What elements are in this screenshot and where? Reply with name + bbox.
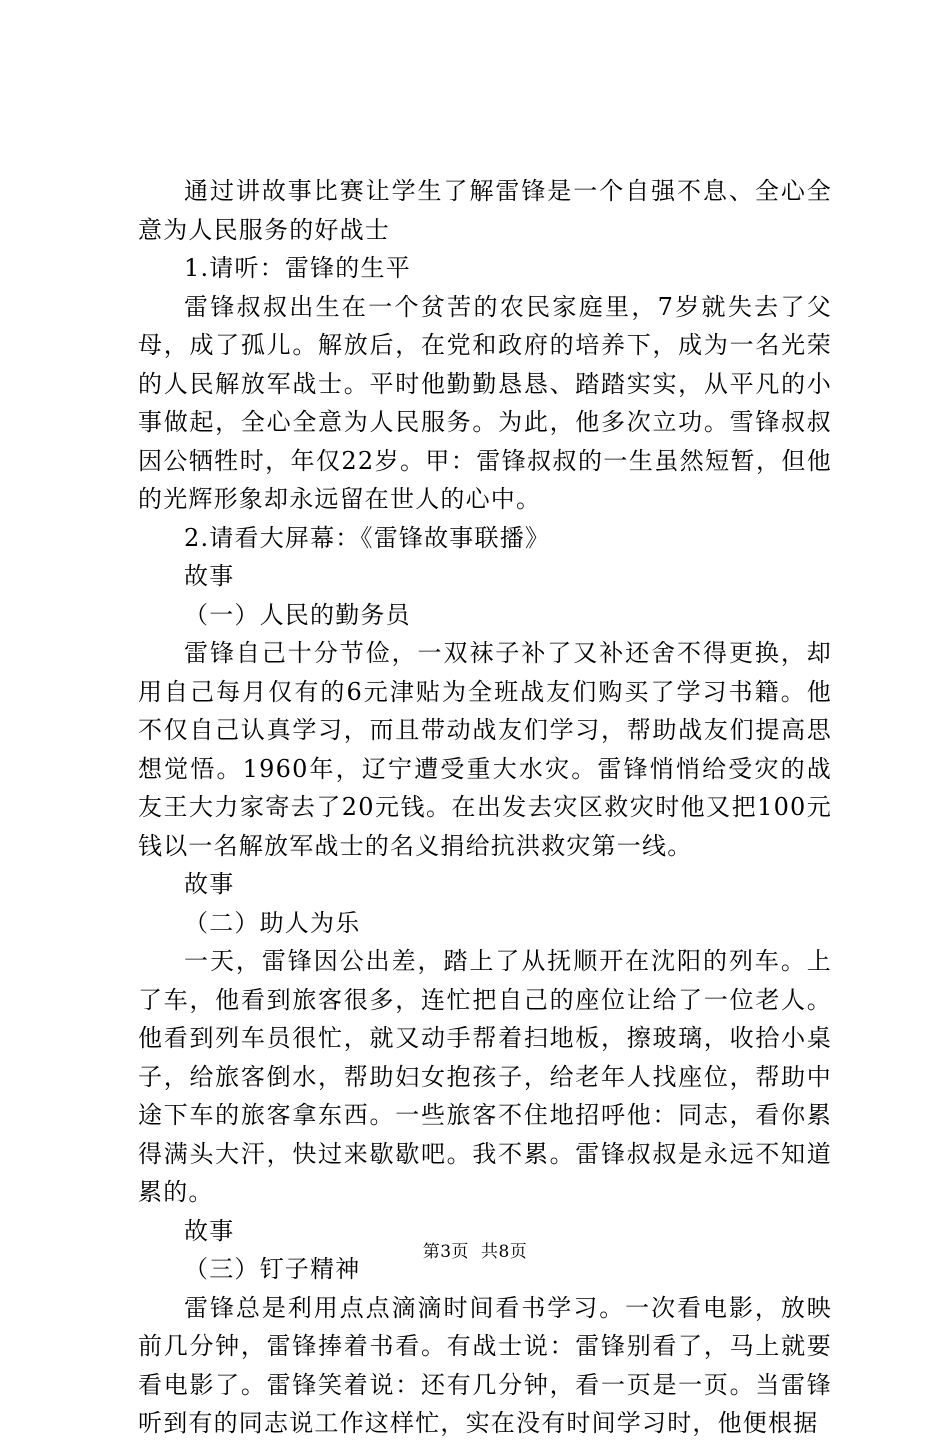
story-title-1: （一）人民的勤务员 xyxy=(184,600,411,629)
story-paragraph-2: 一天，雷锋因公出差，踏上了从抚顺开在沈阳的列车。上了车，他看到旅客很多，连忙把自己的座位让给了一位老人。他看到列车员很忙，就又动手帮着扫地板，擦玻璃，收拾小桌子，给旅客倒水，帮助妇女抱孩子，给老年人找座位，帮助中途下车的旅客拿东西。一些旅客不住地招呼他：同志，看你累得满头大汗，快过来歇歇吧。我不累。雷锋叔叔是永远不知道累的。 xyxy=(138,947,832,1206)
page-footer xyxy=(0,1237,950,1262)
page-number: 第3页 xyxy=(422,1242,470,1262)
story-title-3: （三）钉子精神 xyxy=(184,1255,361,1283)
page-total: 共8页 xyxy=(480,1242,528,1262)
story-label: 故事 xyxy=(184,1216,235,1245)
story-label: 故事 xyxy=(184,562,235,590)
story-paragraph-1: 雷锋自己十分节俭，一双袜子补了又补还舍不得更换，却用自己每月仅有的6元津贴为全班战友们购买了学习书籍。他不仅自己认真学习，而且带动战友们学习，帮助战友们提高思想觉悟。1960年，辽宁遭受重大水灾。雷锋悄悄给受灾的战友王大力家寄去了20元钱。在出发去灾区救灾时他又把100元钱以一名解放军战士的名义捐给抗洪救灾第一线。 xyxy=(138,639,832,860)
intro-paragraph: 通过讲故事比赛让学生了解雷锋是一个自强不息、全心全意为人民服务的好战士 xyxy=(138,177,832,244)
story-label: 故事 xyxy=(184,870,235,898)
biography-paragraph: 雷锋叔叔出生在一个贫苦的农民家庭里，7岁就失去了父母，成了孤儿。解放后，在党和政府的培养下，成为一名光荣的人民解放军战士。平时他勤勤恳恳、踏踏实实，从平凡的小事做起，全心全意为人民服务。为此，他多次立功。雪锋叔叔因公牺牲时，年仅22岁。甲：雷锋叔叔的一生虽然短暂，但他的光辉形象却永远留在世人的心中。 xyxy=(138,292,832,513)
story-title-2: （二）助人为乐 xyxy=(184,908,361,937)
section-heading-biography: 1.请听：雷锋的生平 xyxy=(184,254,411,282)
story-paragraph-3: 雷锋总是利用点点滴滴时间看书学习。一次看电影，放映前几分钟，雷锋捧着书看。有战士说：雷锋别看了，马上就要看电影了。雷锋笑着说：还有几分钟，看一页是一页。当雷锋听到有的同志说工作这样忙，实在没有时间学习时，他便根据 xyxy=(138,1293,832,1437)
section-heading-stories: 2.请看大屏幕：《雷锋故事联播》 xyxy=(184,523,551,552)
